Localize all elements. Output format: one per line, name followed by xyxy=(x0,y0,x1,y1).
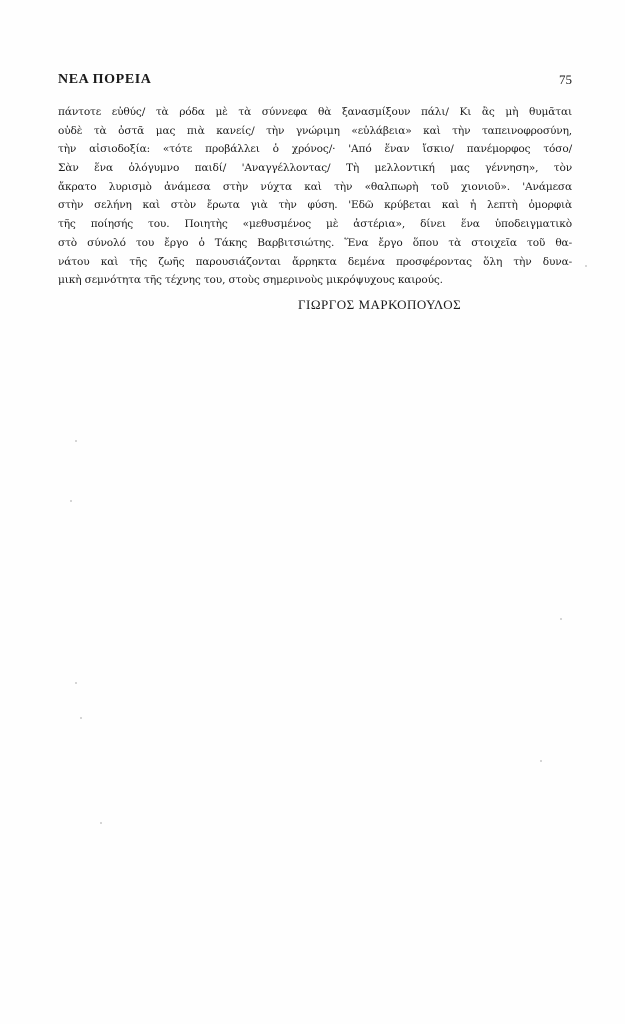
text-line: τὴν αἰσιοδοξία: «τότε προβάλλει ὁ χρόνος/· 'Από ἕναν ἴσκιο/ πανέμορφος τόσο/ xyxy=(58,143,572,156)
scan-speck xyxy=(100,822,102,824)
journal-title: ΝΕΑ ΠΟΡΕΙΑ xyxy=(58,72,152,87)
scan-speck xyxy=(70,500,72,502)
scan-speck xyxy=(80,717,82,719)
scan-speck xyxy=(75,440,77,442)
text-line: στὸ σύνολό του ἔργο ὁ Τάκης Βαρβιτσιώτης. Ἕνα ἔργο ὅπου τὰ στοιχεῖα τοῦ θα- xyxy=(58,236,572,249)
scan-speck xyxy=(560,618,562,620)
scan-speck xyxy=(585,265,587,267)
text-line: μικὴ σεμνότητα τῆς τέχνης του, στοὺς σημερινοὺς μικρόψυχους καιρούς. xyxy=(58,274,443,287)
scan-speck xyxy=(540,760,542,762)
author-signature: ΓΙΩΡΓΟΣ ΜΑΡΚΟΠΟΥΛΟΣ xyxy=(298,297,462,312)
text-line: τῆς ποίησής του. Ποιητὴς «μεθυσμένος μὲ ἀστέρια», δίνει ἕνα ὑποδειγματικὸ xyxy=(58,218,572,231)
page-number: 75 xyxy=(559,72,572,87)
scan-speck xyxy=(75,682,77,684)
text-line: ἄκρατο λυρισμὸ ἀνάμεσα στὴν νύχτα καὶ τὴν «θαλπωρὴ τοῦ χιονιοῦ». 'Ανάμεσα xyxy=(58,180,572,193)
text-line: Σὰν ἕνα ὁλόγυμνο παιδί/ 'Αναγγέλλοντας/ Τὴ μελλοντική μας γέννηση», τὸν xyxy=(58,162,572,175)
page-header xyxy=(58,72,572,92)
text-line: νάτου καὶ τῆς ζωῆς παρουσιάζονται ἄρρηκτα δεμένα προσφέροντας ὅλη τὴν δυνα- xyxy=(58,255,572,268)
text-line: οὐδὲ τὰ ὀστᾶ μας πιὰ κανείς/ τὴν γνώριμη «εὐλάβεια» καὶ τὴν ταπεινοφροσύνη, xyxy=(58,124,572,137)
text-line: πάντοτε εὐθύς/ τὰ ρόδα μὲ τὰ σύννεφα θὰ ξανασμίξουν πάλι/ Κι ἂς μὴ θυμᾶται xyxy=(58,106,572,118)
text-line: στὴν σελήνη καὶ στὸν ἔρωτα γιὰ τὴν φύση. 'Εδῶ κρύβεται καὶ ἡ λεπτὴ ὀμορφιὰ xyxy=(58,199,572,212)
article-text xyxy=(58,103,572,290)
